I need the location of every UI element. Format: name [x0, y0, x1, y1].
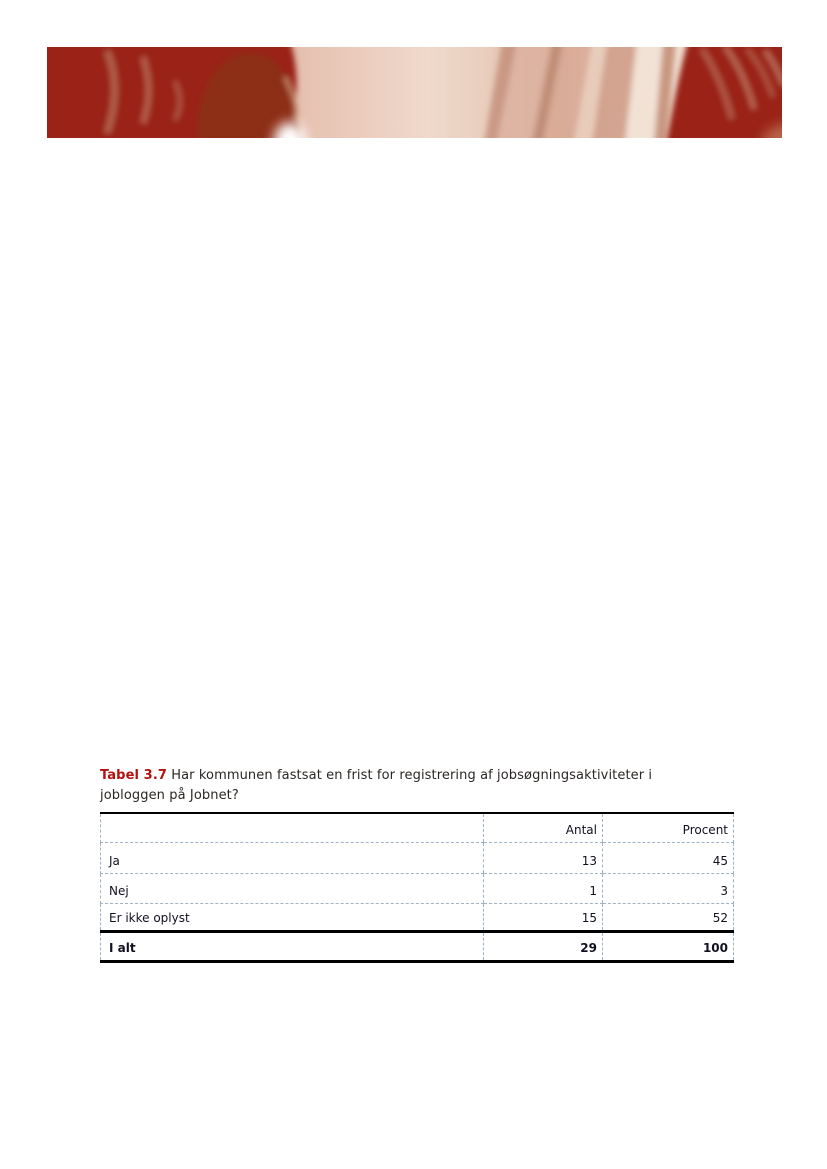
header-label-cell [101, 813, 484, 842]
total-procent-cell: 100 [603, 931, 734, 961]
statistics-table-section [100, 812, 735, 963]
row-label-cell: Ja [101, 842, 484, 873]
antal-cell: 1 [484, 873, 603, 903]
header-antal-cell: Antal [484, 813, 603, 842]
table-caption [100, 766, 740, 806]
table-number-label: Tabel 3.7 [100, 768, 167, 783]
table-row [101, 903, 734, 931]
banner-right-figure [666, 47, 782, 138]
total-antal-cell: 29 [484, 931, 603, 961]
table-row [101, 842, 734, 873]
table-header-row [101, 813, 734, 842]
row-label-cell: Er ikke oplyst [101, 903, 484, 931]
procent-cell: 52 [603, 903, 734, 931]
table-caption-line2: jobloggen på Jobnet? [100, 788, 239, 803]
procent-cell: 45 [603, 842, 734, 873]
table-total-row [101, 931, 734, 961]
header-photo-banner [47, 47, 782, 138]
statistics-table [100, 812, 734, 963]
table-row [101, 873, 734, 903]
table-caption-text1: Har kommunen fastsat en frist for registrering af jobsøgningsaktiviteter i [167, 768, 653, 783]
table-caption-line1 [100, 766, 740, 786]
total-label-cell: I alt [101, 931, 484, 961]
antal-cell: 13 [484, 842, 603, 873]
header-procent-cell: Procent [603, 813, 734, 842]
procent-cell: 3 [603, 873, 734, 903]
antal-cell: 15 [484, 903, 603, 931]
row-label-cell: Nej [101, 873, 484, 903]
banner-person-silhouette [47, 47, 299, 138]
banner-flipchart [484, 47, 676, 138]
banner-photo-illustration [47, 47, 782, 138]
